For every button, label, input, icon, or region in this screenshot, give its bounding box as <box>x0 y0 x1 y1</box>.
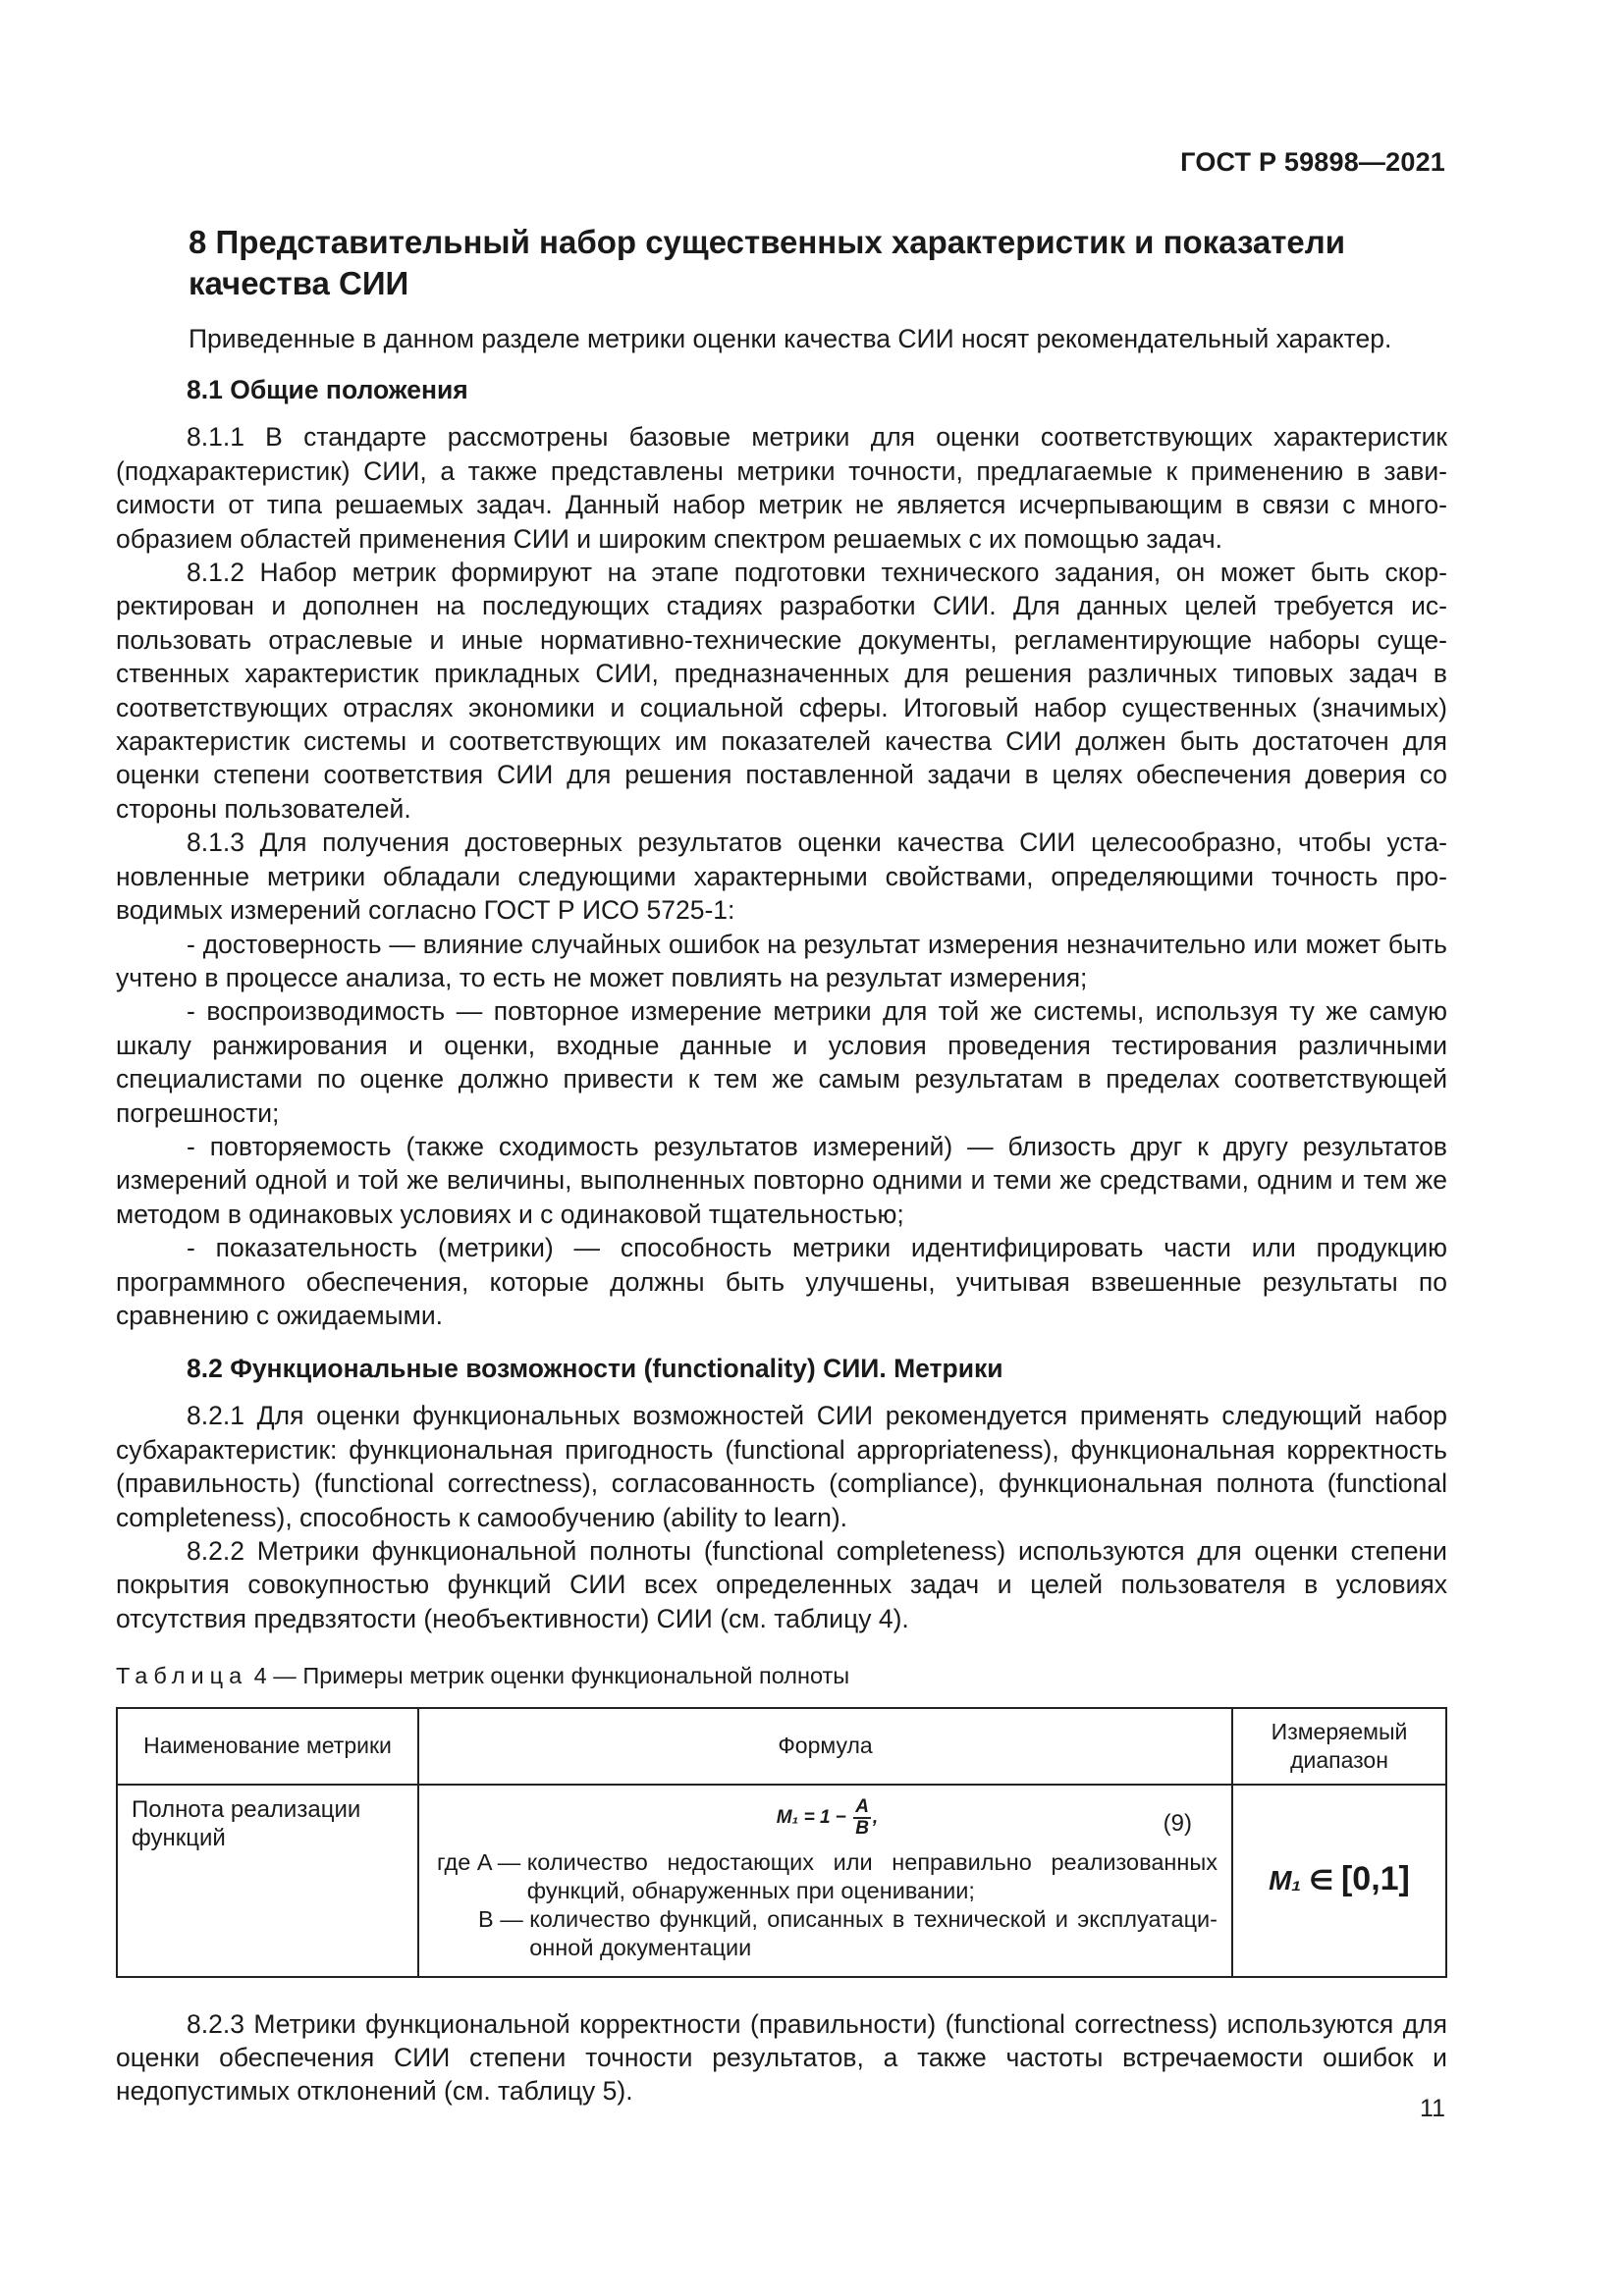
paragraph-8-2-3: 8.2.3 Метрики функциональной корректности (правильности) (functional correctness) используются для оценки обеспечения СИИ степени точности результатов, а также частоты встречаемости ошибок и недопустимых отклонений (см. таблицу 5). <box>116 2008 1447 2107</box>
legend-b <box>437 1905 1218 1962</box>
header-formula: Формула <box>418 1708 1232 1785</box>
document-code: ГОСТ Р 59898—2021 <box>1180 147 1445 177</box>
page-number: 11 <box>1420 2095 1445 2122</box>
table-header-row <box>117 1708 1446 1785</box>
page-content <box>116 222 1447 2109</box>
subsection-8-1-title: 8.1 Общие положения <box>187 375 468 405</box>
legend-a-text: количество недостающих или неправильно реализованных функций, обнаруженных при оценивании; <box>526 1848 1218 1903</box>
subsection-8-2-title: 8.2 Функциональные возможности (functionality) СИИ. Метрики <box>187 1354 1003 1384</box>
paragraph-8-1-3: 8.1.3 Для получения достоверных результатов оценки качества СИИ целесообразно, чтобы установленные метрики обладали следующими характерными свойствами, определяющими точность проводимых измерений согласно ГОСТ Р ИСО 5725-1: <box>116 828 1447 926</box>
range-variable: M₁ <box>1269 1864 1302 1896</box>
formula-legend <box>437 1848 1218 1962</box>
equation-number: (9) <box>1163 1809 1192 1837</box>
paragraph-8-1-1: 8.1.1 В стандарте рассмотрены базовые метрики для оценки соответствующих характеристик (подхарактеристик) СИИ, а также представлены метрики точности, предлагаемые к применению в зависимости от типа решаемых задач. Данный набор метрик не является исчерпывающим в связи с многообразием областей применения СИИ и широким спектром решаемых с их помощью задач. <box>116 422 1447 554</box>
bullet-indicativeness: - показательность (метрики) — способность метрики идентифицировать части или продукцию программного обеспечения, которые должны быть улучшены, учитывая взвешенные результаты по сравнению с ожидаемыми. <box>116 1233 1447 1330</box>
header-range: Измеряемый диапазон <box>1232 1708 1446 1785</box>
paragraph-8-2-2: 8.2.2 Метрики функциональной полноты (functional completeness) используются для оценки степени покрытия совокупностью функций СИИ всех определенных задач и целей пользователя в условиях отсутствия предвзятости (необъективности) СИИ (см. таблицу 4). <box>116 1536 1447 1633</box>
table-caption-text: 4 — Примеры метрик оценки функциональной полноты <box>247 1663 850 1689</box>
table-4-caption <box>116 1659 1447 1692</box>
formula-cell <box>418 1785 1232 1977</box>
range-expression <box>1269 1859 1410 1897</box>
section-8-intro: Приведенные в данном разделе метрики оценки качества СИИ носят рекомендательный характер. <box>189 324 1392 353</box>
legend-b-label: B — <box>478 1905 530 1932</box>
legend-b-text: количество функций, описанных в технической и эксплуатационной документации <box>529 1905 1218 1960</box>
legend-a-label: где A — <box>437 1848 527 1875</box>
bullet-reproducibility: - воспроизводимость — повторное измерение метрики для той же системы, используя ту же самую шкалу ранжирования и оценки, входные данные и условия проведения тестирования различными специалистами по оценке должно привести к тем же самым результатам в пределах соответствующей погрешности; <box>116 996 1447 1128</box>
bullet-reliability: - достоверность — влияние случайных ошибок на результат измерения незначительно или может быть учтено в процессе анализа, то есть не может повлиять на результат измерения; <box>116 929 1447 992</box>
table-caption-word: Таблица <box>116 1663 248 1689</box>
formula-numerator: A <box>855 1795 869 1817</box>
formula-denominator: B <box>855 1817 869 1839</box>
formula-row <box>437 1797 1218 1848</box>
range-cell <box>1232 1785 1446 1977</box>
bullet-repeatability: - повторяемость (также сходимость результатов измерений) — близость друг к другу результатов измерений одной и той же величины, выполненных повторно одними и теми же средствами, одним и тем же методом в одинаковых условиях и с одинаковой тщательностью; <box>116 1131 1447 1229</box>
table-4 <box>116 1707 1447 1978</box>
formula-expression <box>437 1797 1218 1839</box>
range-symbol: ∈ <box>1309 1864 1334 1896</box>
legend-a <box>437 1848 1218 1905</box>
metric-name-cell: Полнота реализации функций <box>117 1785 418 1977</box>
paragraph-8-2-1: 8.2.1 Для оценки функциональных возможностей СИИ рекомендуется применять следующий набор субхарактеристик: функциональная пригодность (functional appropriateness), функциональная корректность (правильность) (functional correctness), согласованность (compliance), функциональная полнота (functional completeness), способность к самообучению (ability to learn). <box>116 1401 1447 1532</box>
formula-lhs: M₁ = 1 − <box>776 1806 846 1828</box>
formula-tail: , <box>872 1806 879 1828</box>
range-interval: [0,1] <box>1340 1859 1410 1897</box>
header-metric-name: Наименование метрики <box>117 1708 418 1785</box>
section-8-title: 8 Представительный набор существенных характеристик и показатели качества СИИ <box>189 224 1346 301</box>
table-row <box>117 1785 1446 1977</box>
paragraph-8-1-2: 8.1.2 Набор метрик формируют на этапе подготовки технического задания, он может быть скорректирован и дополнен на последующих стадиях разработки СИИ. Для данных целей требуется использовать отраслевые и иные нормативно-технические документы, регламентирующие наборы существенных характеристик прикладных СИИ, предназначенных для решения различных типовых задач в соответствующих отраслях экономики и социальной сферы. Итоговый набор существенных (значимых) характеристик системы и соответствующих им показателей качества СИИ должен быть достаточен для оценки степени соответствия СИИ для решения поставленной задачи в целях обеспечения доверия со стороны пользователей. <box>116 558 1447 824</box>
formula-fraction <box>853 1797 871 1839</box>
